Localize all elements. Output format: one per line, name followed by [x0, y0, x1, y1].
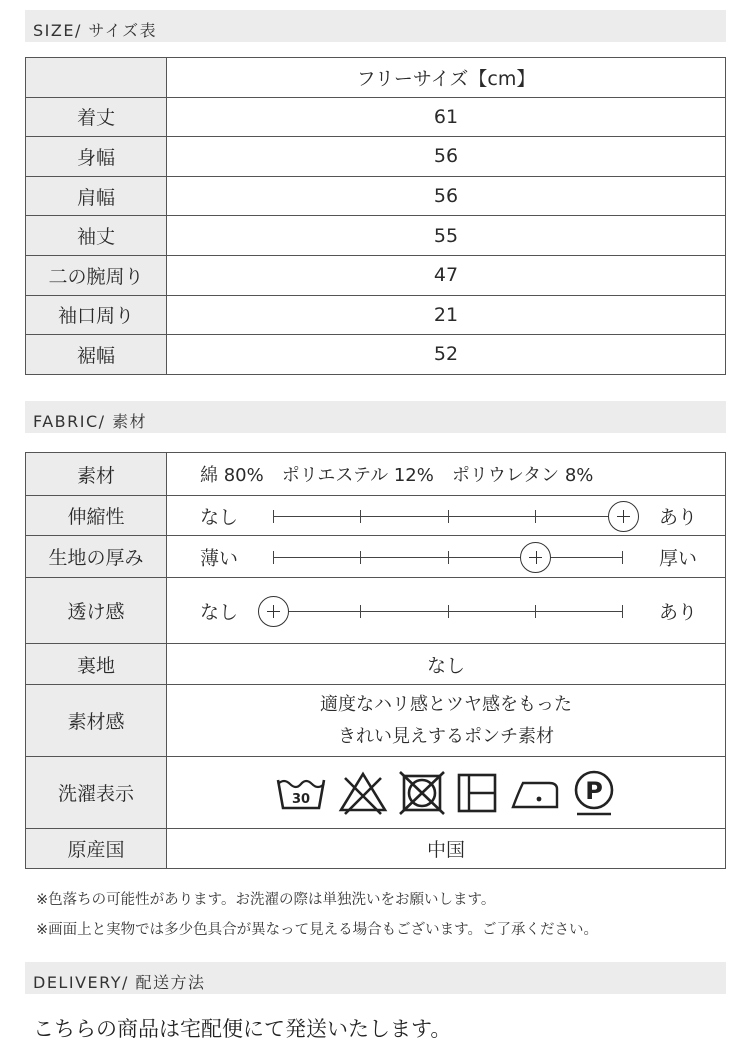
table-row — [26, 536, 726, 578]
scale-tick — [622, 551, 623, 564]
table-row — [26, 335, 726, 375]
no-bleach-icon — [337, 770, 389, 816]
delivery-text: こちらの商品は宅配便にて発送いたします。 — [33, 1017, 452, 1041]
dry-clean-letter: P — [585, 776, 603, 805]
table-row — [26, 453, 726, 496]
note-colorfastness: ※色落ちの可能性があります。お洗濯の際は単独洗いをお願いします。 — [36, 892, 496, 908]
table-row — [26, 255, 726, 295]
wash-30-icon — [275, 772, 327, 814]
scale-tick — [622, 605, 623, 618]
scale-track — [273, 611, 623, 612]
origin-label: 原産国 — [26, 829, 167, 869]
material-value: 綿 80% ポリエステル 12% ポリウレタン 8% — [167, 453, 726, 496]
table-row — [26, 97, 726, 137]
scale-marker-icon — [258, 596, 289, 627]
care-label: 洗濯表示 — [26, 757, 167, 829]
scale-tick — [448, 551, 449, 564]
sheerness-label: 透け感 — [26, 578, 167, 644]
line-dry-icon — [455, 771, 499, 815]
table-row — [26, 295, 726, 335]
row-value: 56 — [167, 176, 726, 216]
table-row — [26, 58, 726, 98]
scale-tick — [535, 510, 536, 523]
delivery-section-header: DELIVERY/ 配送方法 — [25, 962, 726, 994]
texture-value — [167, 685, 726, 757]
stretch-label: 伸縮性 — [26, 496, 167, 536]
table-corner-cell — [26, 58, 167, 98]
scale-marker-icon — [520, 542, 551, 573]
scale-min-label: なし — [200, 506, 239, 528]
table-row — [26, 757, 726, 829]
stretch-scale — [167, 496, 726, 536]
table-row — [26, 578, 726, 644]
row-label: 肩幅 — [26, 176, 167, 216]
row-label: 着丈 — [26, 97, 167, 137]
scale-tick — [273, 510, 274, 523]
sheerness-scale — [167, 578, 726, 644]
lining-value: なし — [167, 644, 726, 685]
scale-tick — [360, 605, 361, 618]
table-row — [26, 137, 726, 177]
texture-line-2: きれい見えするポンチ素材 — [338, 725, 554, 747]
scale-marker-icon — [608, 501, 639, 532]
scale-tick — [273, 551, 274, 564]
dry-clean-p-icon — [571, 769, 617, 817]
scale-tick — [360, 551, 361, 564]
fabric-section-header: FABRIC/ 素材 — [25, 401, 726, 433]
texture-line-1: 適度なハリ感とツヤ感をもった — [320, 693, 572, 715]
row-value: 56 — [167, 137, 726, 177]
care-icons — [167, 769, 725, 817]
scale-tick — [360, 510, 361, 523]
table-row — [26, 176, 726, 216]
table-row — [26, 496, 726, 536]
scale-min-label: 薄い — [200, 547, 239, 569]
scale-tick — [535, 605, 536, 618]
no-tumble-dry-icon — [399, 771, 445, 815]
row-value: 55 — [167, 216, 726, 256]
table-row — [26, 829, 726, 869]
table-row — [26, 216, 726, 256]
row-value: 52 — [167, 335, 726, 375]
scale-max-label: 厚い — [658, 547, 697, 569]
note-color-difference: ※画面上と実物では多少色具合が異なって見える場合もございます。ご了承ください。 — [36, 922, 598, 938]
column-header: フリーサイズ【cm】 — [167, 58, 726, 98]
origin-value: 中国 — [167, 829, 726, 869]
size-section-header: SIZE/ サイズ表 — [25, 10, 726, 42]
care-icons-cell — [167, 757, 726, 829]
row-label: 二の腕周り — [26, 255, 167, 295]
row-label: 裾幅 — [26, 335, 167, 375]
texture-label: 素材感 — [26, 685, 167, 757]
row-label: 袖丈 — [26, 216, 167, 256]
thickness-label: 生地の厚み — [26, 536, 167, 578]
scale-max-label: あり — [658, 601, 697, 623]
material-label: 素材 — [26, 453, 167, 496]
row-value: 61 — [167, 97, 726, 137]
row-value: 21 — [167, 295, 726, 335]
scale-track — [273, 557, 623, 558]
fabric-table — [25, 452, 726, 869]
row-label: 身幅 — [26, 137, 167, 177]
thickness-scale — [167, 536, 726, 578]
scale-max-label: あり — [658, 506, 697, 528]
table-row — [26, 644, 726, 685]
notes — [36, 885, 598, 945]
lining-label: 裏地 — [26, 644, 167, 685]
table-row — [26, 685, 726, 757]
iron-low-icon — [509, 773, 561, 813]
size-table — [25, 57, 726, 375]
row-value: 47 — [167, 255, 726, 295]
wash-temp-text: 30 — [291, 791, 311, 807]
row-label: 袖口周り — [26, 295, 167, 335]
scale-track — [273, 516, 623, 517]
scale-tick — [448, 510, 449, 523]
scale-tick — [448, 605, 449, 618]
scale-min-label: なし — [200, 601, 239, 623]
